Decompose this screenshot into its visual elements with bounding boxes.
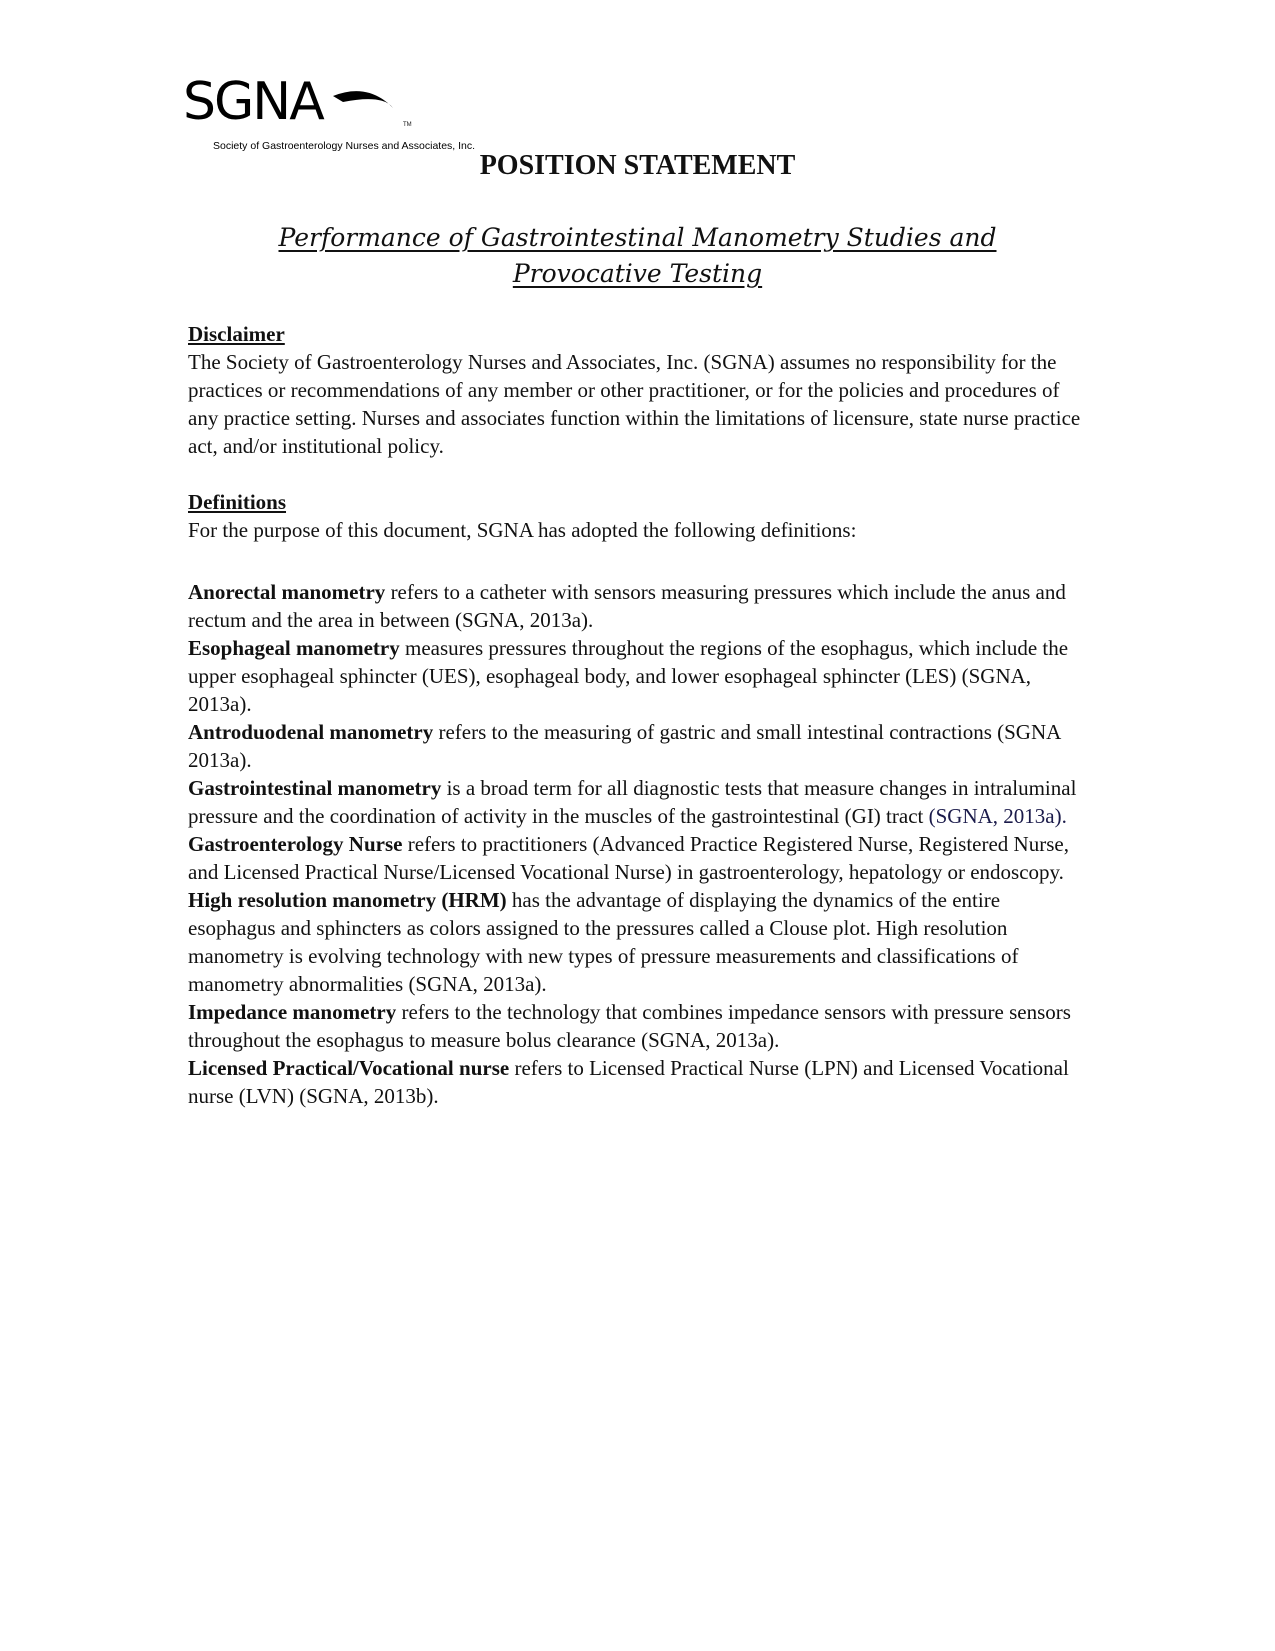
logo-trademark: TM — [403, 122, 412, 128]
document-title — [220, 220, 1055, 292]
definition-item: Antroduodenal manometry refers to the measuring of gastric and small intestinal contractions (SGNA 2013a). — [188, 720, 1061, 772]
logo-tagline: Society of Gastroenterology Nurses and Associates, Inc. — [213, 140, 476, 152]
position-statement-heading: POSITION STATEMENT — [479, 150, 796, 181]
definition-item: Gastrointestinal manometry is a broad term for all diagnostic tests that measure changes in intraluminal pressure and the coordination of activity in the muscles of the gastrointestinal (GI) tract (SGNA, 2013a). — [188, 776, 1077, 828]
definition-item: High resolution manometry (HRM) has the advantage of displaying the dynamics of the entire esophagus and sphincters as colors assigned to the pressures called a Clouse plot. High resolution manometry is evolving technology with new types of pressure measurements and classifications of manometry abnormalities (SGNA, 2013a). — [188, 888, 1019, 996]
definition-item: Esophageal manometry measures pressures throughout the regions of the esophagus, which include the upper esophageal sphincter (UES), esophageal body, and lower esophageal sphincter (LES) (SGNA, 2013a). — [188, 636, 1069, 716]
document-title-line-2: Provocative Testing — [512, 259, 763, 288]
definition-item: Gastroenterology Nurse refers to practitioners (Advanced Practice Registered Nurse, Registered Nurse, and Licensed Practical Nurse/Licensed Vocational Nurse) in gastroenterology, hepatology or endoscopy. — [188, 832, 1069, 884]
definition-item: Licensed Practical/Vocational nurse refers to Licensed Practical Nurse (LPN) and Licensed Vocational nurse (LVN) (SGNA, 2013b). — [188, 1056, 1069, 1108]
definitions-heading: Definitions — [188, 490, 287, 514]
document-title-line-1: Performance of Gastrointestinal Manometry Studies and — [278, 223, 997, 252]
logo-wordmark: SGNA — [183, 72, 323, 132]
definitions-intro: For the purpose of this document, SGNA has adopted the following definitions: — [188, 518, 857, 542]
document-body — [188, 320, 1088, 1110]
disclaimer-text: The Society of Gastroenterology Nurses and Associates, Inc. (SGNA) assumes no responsibility for the practices or recommendations of any member or other practitioner, or for the policies and procedures of any practice setting. Nurses and associates function within the limitations of licensure, state nurse practice act, and/or institutional policy. — [188, 350, 1081, 458]
definition-item: Anorectal manometry refers to a catheter with sensors measuring pressures which include the anus and rectum and the area in between (SGNA, 2013a). — [188, 580, 1066, 632]
sgna-logo — [183, 72, 476, 156]
disclaimer-heading: Disclaimer — [188, 322, 285, 346]
definition-item: Impedance manometry refers to the technology that combines impedance sensors with pressure sensors throughout the esophagus to measure bolus clearance (SGNA, 2013a). — [188, 1000, 1071, 1052]
definitions-list — [188, 578, 1088, 1110]
logo-swoosh-icon — [183, 72, 473, 142]
